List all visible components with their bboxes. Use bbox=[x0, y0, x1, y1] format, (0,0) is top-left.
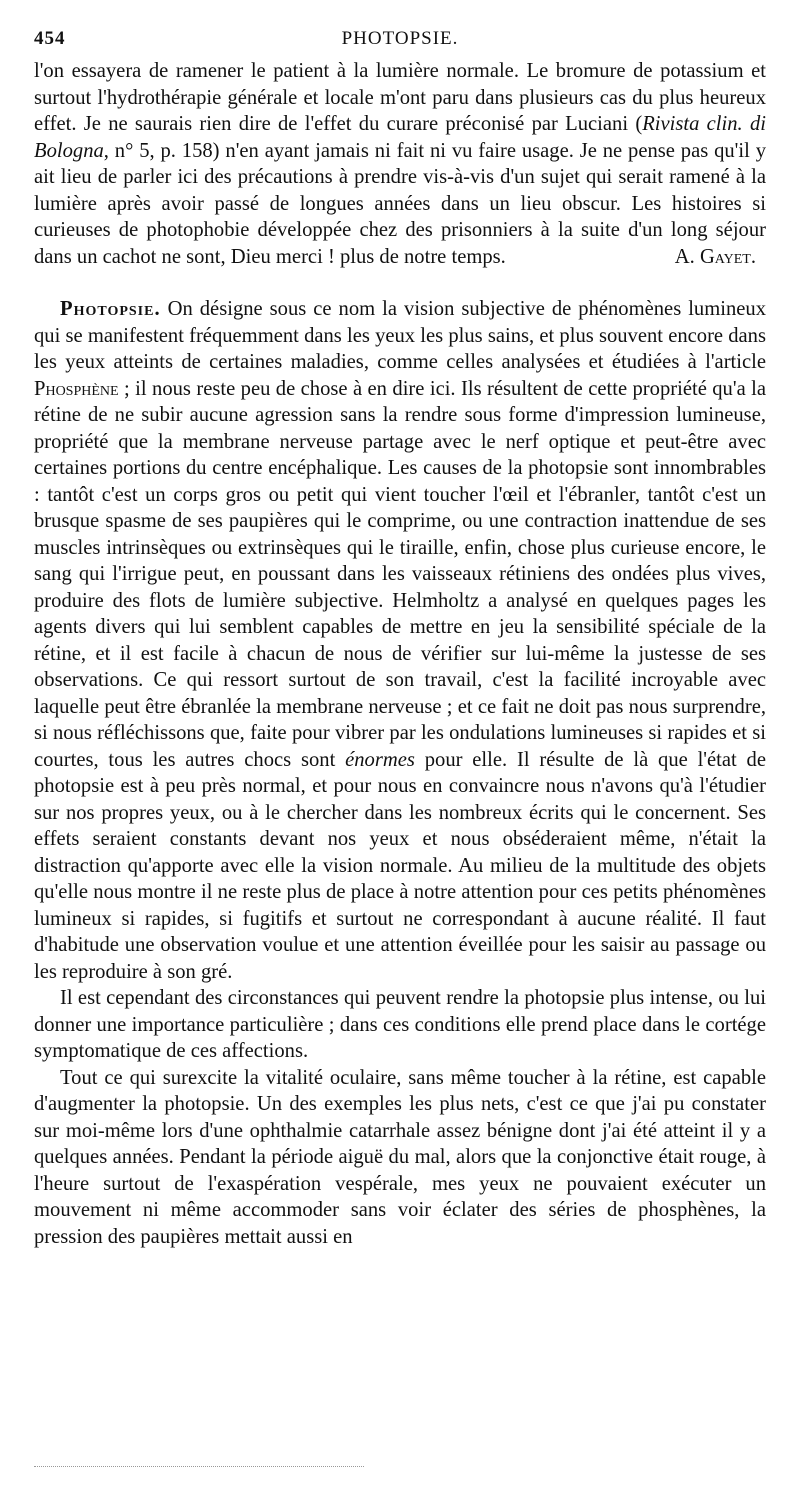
cross-reference: Phosphène bbox=[34, 377, 119, 400]
running-title: PHOTOPSIE. bbox=[341, 28, 459, 49]
article-headword: Photopsie. bbox=[60, 298, 161, 320]
page bbox=[34, 28, 766, 1250]
citation: Rivista clin. di Bologna bbox=[34, 113, 766, 162]
paragraph-photopsie-definition: Photopsie. On désigne sous ce nom la vision subjective de phénomènes lumineux qui se manifestent fréquemment dans les yeux les plus sains, et plus souvent encore dans les yeux atteints de certaines maladies, comme celles analysées et étudiées à l'article Phosphène ; il nous reste peu de chose à en dire ici. Ils résultent de cette propriété qu'a la rétine de ne subir aucune agression sans la rendre sous forme d'impression lumineuse, propriété que la membrane nerveuse partage avec le nerf optique et peut-être avec certaines portions du centre encéphalique. Les causes de la photopsie sont innombrables : tantôt c'est un corps gros ou petit qui vient toucher l'œil et l'ébranler, tantôt c'est un brusque spasme de ses paupières qui le comprime, ou une contraction inattendue de ses muscles intrinsèques ou extrinsèques qui le tiraille, enfin, chose plus curieuse encore, le sang qui l'irrigue peut, en poussant dans les vaisseaux rétiniens des ondées plus vives, produire des flots de lumière subjective. Helmholtz a analysé en quelques pages les agents divers qui lui semblent capables de mettre en jeu la sensibilité spéciale de la rétine, et il est facile à chacun de nous de vérifier sur lui-même la justesse de ses observations. Ce qui ressort surtout de son travail, c'est la facilité incroyable avec laquelle peut être ébranlée la membrane nerveuse ; et ce fait ne doit pas nous surprendre, si nous réfléchissons que, faite pour vibrer par les ondulations lumineuses si rapides et si courtes, tous les autres chocs sont énormes pour elle. Il résulte de là que l'état de photopsie est à peu près normal, et pour nous en convaincre nous n'avons qu'à l'étudier sur nos propres yeux, ou à le chercher dans les nombreux écrits qui le concernent. Ses effets seraient constants devant nos yeux et nous obséderaient même, n'était la distraction qu'apporte avec elle la vision normale. Au milieu de la multitude des objets qu'elle nous montre il ne reste plus de place à notre attention pour ces petits phénomènes lumineux si rapides, si fugitifs et surtout ne correspondant à aucune réalité. Il faut d'habitude une observation voulue et une attention éveillée pour les saisir au passage ou les reproduire à son gré. bbox=[34, 298, 766, 983]
page-number: 454 bbox=[34, 28, 66, 49]
author-signature: A. Gayet. bbox=[674, 245, 756, 268]
footer-rule bbox=[34, 1466, 364, 1467]
paragraph-circumstances: Il est cependant des circonstances qui peuvent rendre la photopsie plus intense, ou lui donner une importance particulière ; dans ces conditions elle prend place dans le cortége symptomatique de ces affections. bbox=[34, 987, 766, 1062]
body-text bbox=[34, 58, 766, 1250]
paragraph-ocular-vitality: Tout ce qui surexcite la vitalité oculaire, sans même toucher à la rétine, est capable d'augmenter la photopsie. Un des exemples les plus nets, c'est ce que j'ai pu constater sur moi-même lors d'une ophthalmie catarrhale assez bénigne dont j'ai été atteint il y a quelques années. Pendant la période aiguë du mal, alors que la conjonctive était rouge, à l'heure surtout de l'exaspération vespérale, mes yeux ne pouvaient exécuter un mouvement ni même accommoder sans voir éclater des séries de phosphènes, la pression des paupières mettait aussi en bbox=[34, 1066, 766, 1248]
page-header bbox=[34, 28, 766, 58]
paragraph-end-previous-article: l'on essayera de ramener le patient à la lumière normale. Le bromure de potassium et surtout l'hydrothérapie générale et locale m'ont paru dans plusieurs cas du plus heureux effet. Je ne saurais rien dire de l'effet du curare préconisé par Luciani (Rivista clin. di Bologna, n° 5, p. 158) n'en ayant jamais ni fait ni vu faire usage. Je ne pense pas qu'il y ait lieu de parler ici des précautions à prendre vis-à-vis d'un sujet qui serait ramené à la lumière après avoir passé de longues années dans un lieu obscur. Les histoires si curieuses de photophobie développée chez des prisonniers à la suite d'un long séjour dans un cachot ne sont, Dieu merci ! plus de notre temps. A. Gayet. bbox=[34, 58, 766, 270]
article-separator bbox=[34, 270, 766, 296]
emphasis: énormes bbox=[345, 748, 415, 771]
